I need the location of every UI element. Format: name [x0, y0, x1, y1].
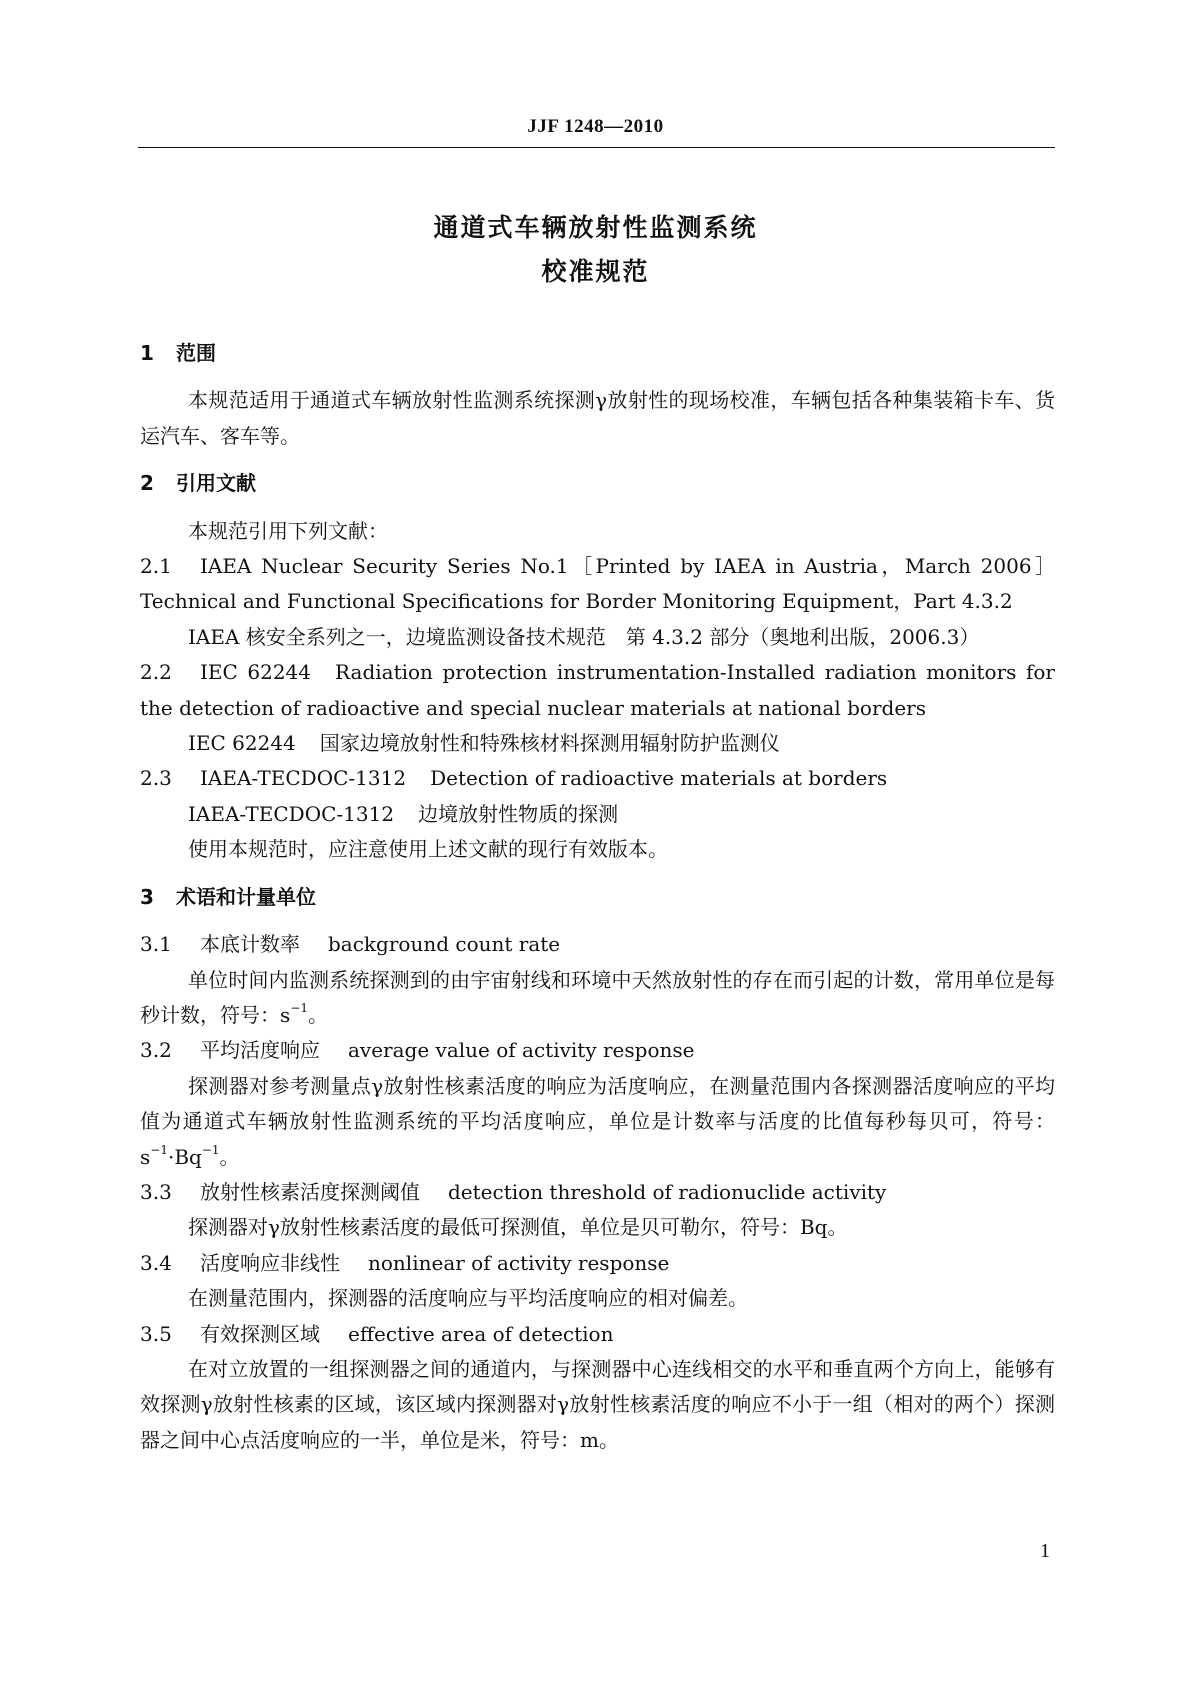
- section-heading-scope: 1 范围: [140, 341, 216, 365]
- reference-item: 2.2 IEC 62244 Radiation protection instrumentation-Installed radiation monitors for the detection of radioactive and special nuclear materials at national borders: [140, 660, 1055, 720]
- term-title: 3.1 本底计数率 background count rate: [140, 932, 561, 957]
- header-rule: [138, 147, 1055, 148]
- references-note: 使用本规范时，应注意使用上述文献的现行有效版本。: [188, 837, 668, 862]
- reference-item-zh: IEC 62244 国家边境放射性和特殊核材料探测用辐射防护监测仪: [188, 731, 780, 756]
- term-definition: 单位时间内监测系统探测到的由宇宙射线和环境中天然放射性的存在而引起的计数，常用单位是每秒计数，符号：$s^{-1}$。: [140, 967, 1055, 1027]
- term-title: 3.5 有效探测区域 effective area of detection: [140, 1321, 614, 1346]
- term-definition: 在对立放置的一组探测器之间的通道内，与探测器中心连线相交的水平和垂直两个方向上，能够有效探测γ放射性核素的区域，该区域内探测器对γ放射性核素活度的响应不小于一组（相对的两个）探测器之间中心点活度响应的一半，单位是米，符号：m。: [140, 1356, 1055, 1452]
- standard-code: JJF 1248—2010: [527, 116, 664, 137]
- term-title: 3.3 放射性核素活度探测阈值 detection threshold of radionuclide activity: [140, 1179, 887, 1204]
- term-title: 3.2 平均活度响应 average value of activity response: [140, 1038, 695, 1063]
- reference-item: 2.3 IAEA-TECDOC-1312 Detection of radioactive materials at borders: [140, 766, 888, 791]
- reference-item-zh: IAEA-TECDOC-1312 边境放射性物质的探测: [188, 801, 619, 826]
- document-title-line2: 校准规范: [541, 257, 650, 286]
- document-body: [140, 336, 1055, 1458]
- term-definition: 探测器对参考测量点γ放射性核素活度的响应为活度响应，在测量范围内各探测器活度响应的平均值为通道式车辆放射性监测系统的平均活度响应，单位是计数率与活度的比值每秒每贝可，符号：$s^{-1}\cdot Bq^{-1}$。: [140, 1073, 1055, 1169]
- document-title-line1: 通道式车辆放射性监测系统: [433, 213, 758, 242]
- term-title: 3.4 活度响应非线性 nonlinear of activity response: [140, 1250, 670, 1275]
- section-heading-terms: 3 术语和计量单位: [140, 884, 316, 909]
- reference-item-zh: IAEA 核安全系列之一，边境监测设备技术规范 第 4.3.2 部分（奥地利出版，2006.3）: [188, 624, 980, 649]
- references-intro: 本规范引用下列文献：: [188, 518, 388, 543]
- scope-paragraph: 本规范适用于通道式车辆放射性监测系统探测γ放射性的现场校准，车辆包括各种集装箱卡车、货运汽车、客车等。: [140, 388, 1055, 448]
- reference-item: 2.1 IAEA Nuclear Security Series No.1［Printed by IAEA in Austria，March 2006］ Technical and Functional Specifications for Border Monitoring Equipment，Part 4.3.2: [140, 554, 1055, 614]
- term-definition: 在测量范围内，探测器的活度响应与平均活度响应的相对偏差。: [188, 1286, 748, 1311]
- section-heading-references: 2 引用文献: [140, 471, 256, 496]
- term-definition: 探测器对γ放射性核素活度的最低可探测值，单位是贝可勒尔，符号：Bq。: [188, 1215, 848, 1240]
- page-number: 1: [1040, 1540, 1050, 1562]
